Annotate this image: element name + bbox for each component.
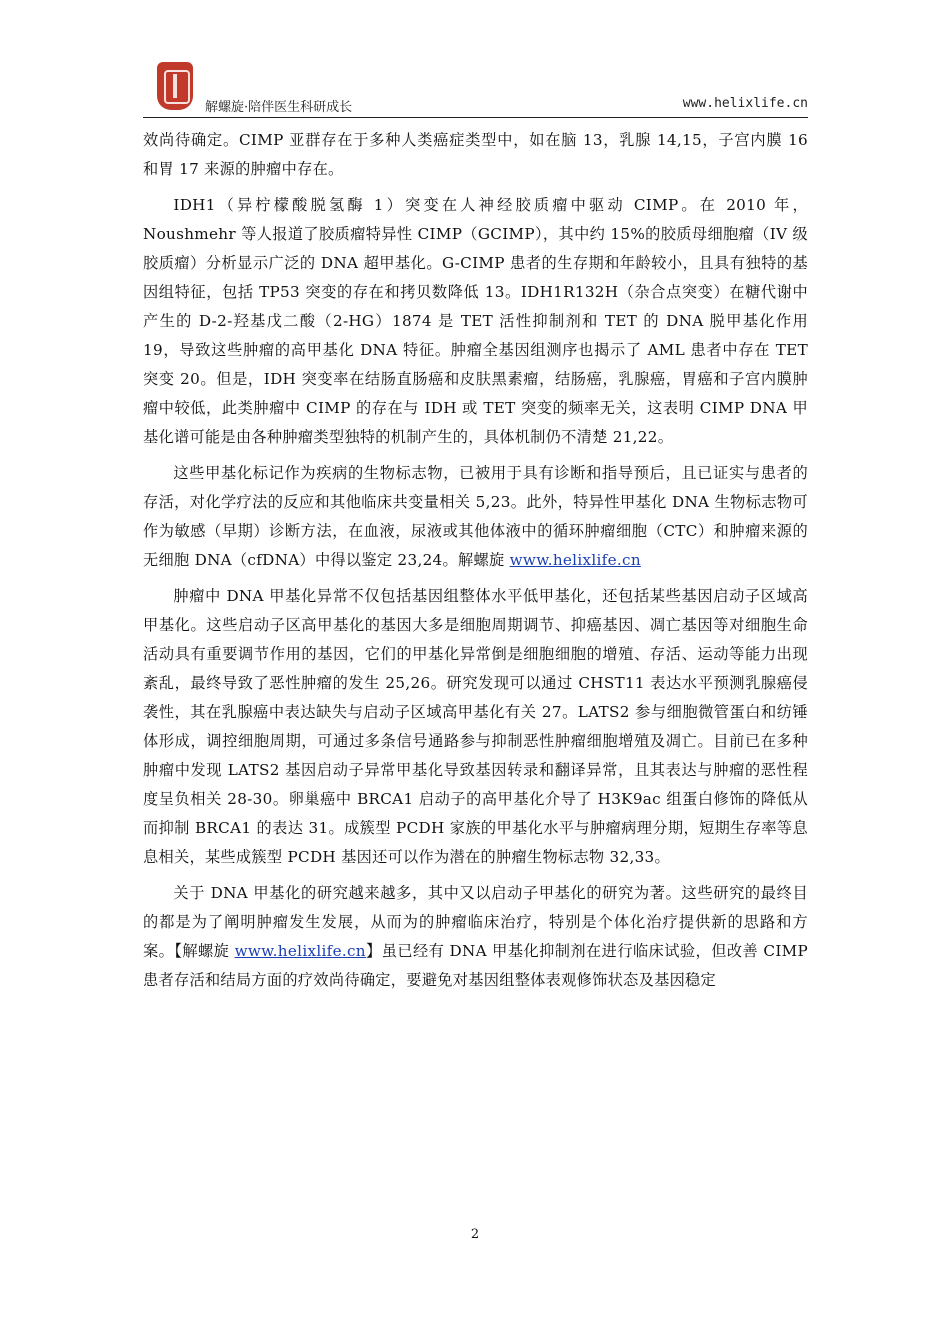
paragraph-5 <box>143 879 808 995</box>
helixlife-link-2[interactable]: www.helixlife.cn <box>234 942 366 960</box>
paragraph-3-text: 这些甲基化标记作为疾病的生物标志物，已被用于具有诊断和指导预后，且已证实与患者的存活，对化学疗法的反应和其他临床共变量相关 5,23。此外，特异性甲基化 DNA 生物标志物可作为敏感（早期）诊断方法，在血液，尿液或其他体液中的循环肿瘤细胞（CTC）和肿瘤来源的无细胞 DNA（cfDNA）中得以鉴定 23,24。解螺旋 <box>143 464 808 569</box>
header-divider <box>143 117 808 118</box>
paragraph-3 <box>143 459 808 575</box>
paragraph-5-text-a: 关于 DNA 甲基化的研究越来越多，其中又以启动子甲基化的研究为著。这些研究的最终目的都是为了阐明肿瘤发生发展，从而为的肿瘤临床治疗，特别是个体化治疗提供新的思路和方案。【解螺旋 <box>143 884 808 960</box>
paragraph-4: 肿瘤中 DNA 甲基化异常不仅包括基因组整体水平低甲基化，还包括某些基因启动子区域高甲基化。这些启动子区高甲基化的基因大多是细胞周期调节、抑癌基因、凋亡基因等对细胞生命活动具有重要调节作用的基因，它们的甲基化异常倒是细胞细胞的增殖、存活、运动等能力出现紊乱，最终导致了恶性肿瘤的发生 25,26。研究发现可以通过 CHST11 表达水平预测乳腺癌侵袭性，其在乳腺癌中表达缺失与启动子区域高甲基化有关 27。LATS2 参与细胞微管蛋白和纺锤体形成，调控细胞周期，可通过多条信号通路参与抑制恶性肿瘤细胞增殖及凋亡。目前已在多种肿瘤中发现 LATS2 基因启动子异常甲基化导致基因转录和翻译异常，且其表达与肿瘤的恶性程度呈负相关 28-30。卵巢癌中 BRCA1 启动子的高甲基化介导了 H3K9ac 组蛋白修饰的降低从而抑制 BRCA1 的表达 31。成簇型 PCDH 家族的甲基化水平与肿瘤病理分期，短期生存率等息息相关，某些成簇型 PCDH 基因还可以作为潜在的肿瘤生物标志物 32,33。 <box>143 587 808 866</box>
header-slogan: 解螺旋·陪伴医生科研成长 <box>205 100 353 115</box>
paragraph-1: 效尚待确定。CIMP 亚群存在于多种人类癌症类型中，如在脑 13，乳腺 14,15，子宫内膜 16 和胃 17 来源的肿瘤中存在。 <box>143 131 808 178</box>
paragraph-5-text-b: 】虽已经有 DNA 甲基化抑制剂在进行临床试验，但改善 CIMP 患者存活和结局方面的疗效尚待确定，要避免对基因组整体表观修饰状态及基因稳定 <box>143 942 809 989</box>
helixlife-link-1[interactable]: www.helixlife.cn <box>509 551 641 569</box>
page-number: 2 <box>470 1227 480 1242</box>
helixlife-seal-logo <box>157 62 193 110</box>
page-header <box>143 58 808 120</box>
header-site-url: www.helixlife.cn <box>682 96 808 111</box>
document-body <box>143 126 808 1002</box>
paragraph-2: IDH1（异柠檬酸脱氢酶 1）突变在人神经胶质瘤中驱动 CIMP。在 2010 年，Noushmehr 等人报道了胶质瘤特异性 CIMP（GCIMP），其中约 15%的胶质母细胞瘤（IV 级胶质瘤）分析显示广泛的 DNA 超甲基化。G-CIMP 患者的生存期和年龄较小，且具有独特的基因组特征，包括 TP53 突变的存在和拷贝数降低 13。IDH1R132H（杂合点突变）在糖代谢中产生的 D-2-羟基戊二酸（2-HG）1874 是 TET 活性抑制剂和 TET 的 DNA 脱甲基化作用 19，导致这些肿瘤的高甲基化 DNA 特征。肿瘤全基因组测序也揭示了 AML 患者中存在 TET 突变 20。但是，IDH 突变率在结肠直肠癌和皮肤黑素瘤，结肠癌，乳腺癌，胃癌和子宫内膜肿瘤中较低，此类肿瘤中 CIMP 的存在与 IDH 或 TET 突变的频率无关，这表明 CIMP DNA 甲基化谱可能是由各种肿瘤类型独特的机制产生的，具体机制仍不清楚 21,22。 <box>143 196 808 446</box>
